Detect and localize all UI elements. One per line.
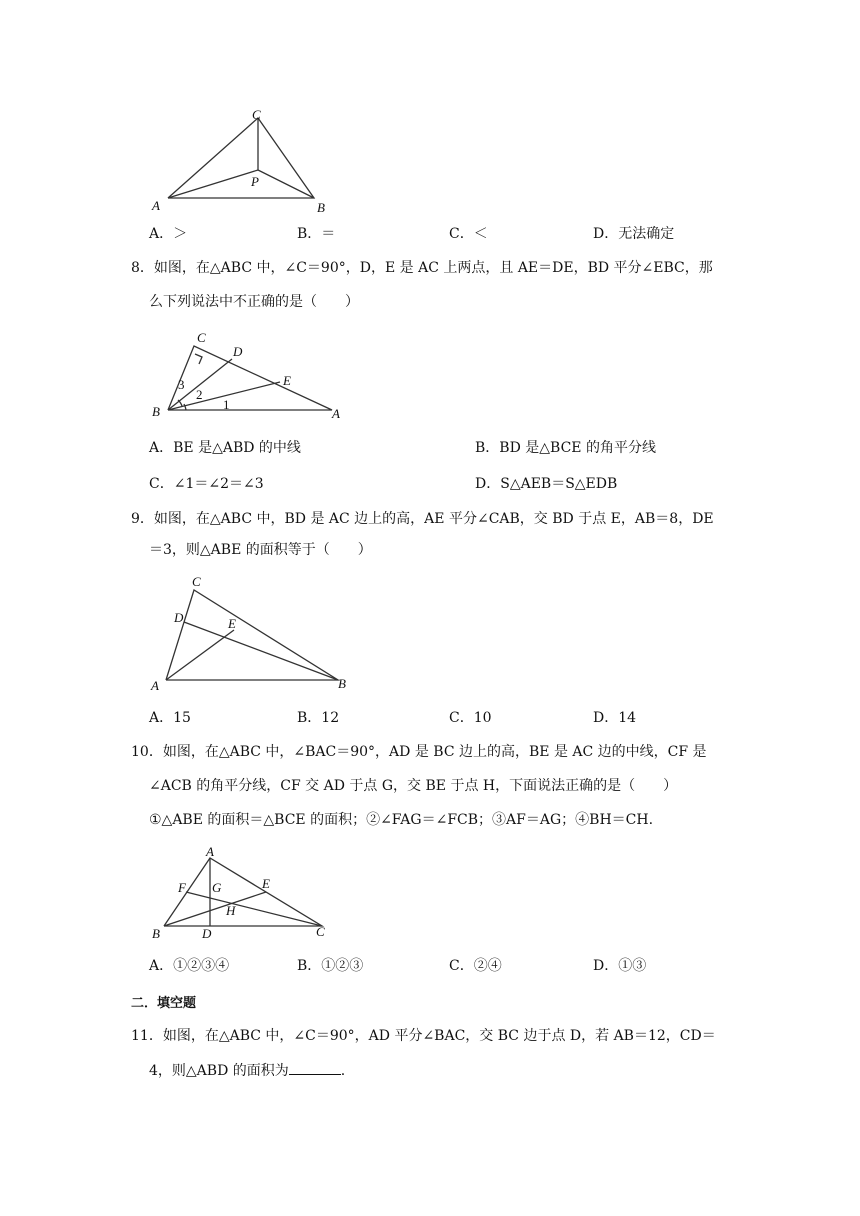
q11-text-line2-start: 4，则△ABD 的面积为 [149,1063,289,1079]
label-F: F [178,880,186,895]
q9-text-line1: 9．如图，在△ABC 中，BD 是 AC 边上的高，AE 平分∠CAB，交 BD 于点 E，AB＝8，DE [131,511,714,527]
q8-text-line2: 么下列说法中不正确的是（ ） [149,294,359,310]
label-B: B [338,676,346,691]
label-C: C [197,330,206,345]
q11-text-line2-end: . [340,1063,346,1079]
q7-option-b: B．＝ [297,226,336,242]
q9-option-c: C．10 [449,710,492,726]
section-title: 二．填空题 [131,996,197,1011]
label-C: C [252,107,261,122]
q8-text-line1: 8．如图，在△ABC 中，∠C＝90°，D，E 是 AC 上两点，且 AE＝DE，BD 平分∠EBC，那 [131,260,713,276]
label-angle-1: 1 [223,397,230,412]
answer-blank[interactable] [289,1060,341,1075]
label-E: E [228,616,236,631]
q9-figure [148,570,358,694]
q10-text-line2: ∠ACB 的角平分线，CF 交 AD 于点 G，交 BE 于点 H，下面说法正确的是（ ） [149,778,678,794]
q9-option-d: D．14 [593,710,637,726]
label-A: A [151,678,159,693]
q10-option-c: C．②④ [449,958,502,974]
q8-option-a: A．BE 是△ABD 的中线 [149,440,301,456]
q9-option-b: B．12 [297,710,340,726]
q10-figure [148,842,338,946]
q7-option-a: A．＞ [149,226,188,242]
q10-text-line1: 10．如图，在△ABC 中，∠BAC＝90°，AD 是 BC 边上的高，BE 是 AC 边的中线，CF 是 [131,744,707,760]
q7-option-c: C．＜ [449,226,488,242]
label-E: E [283,373,291,388]
q8-figure [148,326,358,426]
q7-option-d: D．无法确定 [593,226,675,242]
q10-text-line3: ①△ABE 的面积＝△BCE 的面积；②∠FAG＝∠FCB；③AF＝AG；④BH＝CH. [149,812,654,828]
label-H: H [226,903,236,918]
label-B: B [152,404,160,419]
label-D: D [174,610,184,625]
label-E: E [262,876,270,891]
q8-option-b: B．BD 是△BCE 的角平分线 [475,440,656,456]
label-C: C [316,924,325,939]
q10-option-a: A．①②③④ [149,958,230,974]
q11-text-line2 [149,1060,345,1081]
label-A: A [332,406,340,421]
label-D: D [202,926,212,941]
label-D: D [233,344,243,359]
label-angle-3: 3 [178,377,185,392]
label-A: A [152,198,160,213]
q8-option-c: C．∠1＝∠2＝∠3 [149,476,264,492]
label-B: B [317,200,325,215]
q9-text-line2: ＝3，则△ABE 的面积等于（ ） [149,542,372,558]
q8-option-d: D．S△AEB＝S△EDB [475,476,618,492]
q11-text-line1: 11．如图，在△ABC 中，∠C＝90°，AD 平分∠BAC，交 BC 边于点 D，若 AB＝12，CD＝ [131,1028,716,1044]
label-angle-2: 2 [196,387,203,402]
q10-option-d: D．①③ [593,958,647,974]
q7-figure [148,104,338,216]
label-C: C [192,574,201,589]
q10-option-b: B．①②③ [297,958,364,974]
label-B: B [152,926,160,941]
label-G: G [212,880,222,895]
label-P: P [251,174,259,189]
label-A: A [206,844,214,859]
q9-option-a: A．15 [149,710,191,726]
